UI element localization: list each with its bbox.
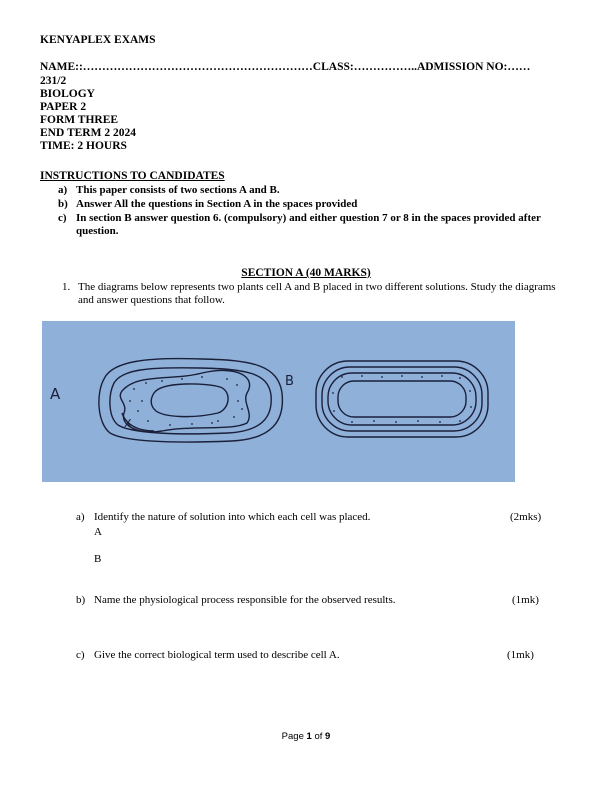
page-footer <box>0 731 612 742</box>
figure-background <box>42 321 515 482</box>
subquestion-label: c) <box>76 649 85 661</box>
subquestion-a-marks: (2mks) <box>510 511 542 523</box>
instruction-text: This paper consists of two sections A and B. <box>76 184 280 196</box>
page-number: 1 <box>306 731 312 742</box>
cell-a-x-label: X <box>124 417 132 430</box>
subquestion-label: a) <box>76 511 85 523</box>
duration: TIME: 2 HOURS <box>40 140 127 152</box>
form-level: FORM THREE <box>40 114 119 126</box>
page-total: 9 <box>325 731 331 742</box>
exam-body: KENYAPLEX EXAMS <box>40 34 156 46</box>
term: END TERM 2 2024 <box>40 127 136 139</box>
answer-label-b: B <box>94 553 102 565</box>
cell-a-label: A <box>50 385 61 403</box>
question-number: 1. <box>62 281 71 293</box>
subquestion-label: b) <box>76 594 86 606</box>
paper-number: PAPER 2 <box>40 101 87 113</box>
instruction-text: Answer All the questions in Section A in the spaces provided <box>76 198 358 210</box>
page-word: Page <box>281 731 304 742</box>
subject: BIOLOGY <box>40 88 95 100</box>
question-1-text: The diagrams below represents two plants cell A and B placed in two different solutions. Study the diagrams and answer questions that follow. <box>78 281 556 306</box>
instruction-item <box>58 184 578 197</box>
plant-cells-figure <box>42 321 515 482</box>
subquestion-c-text: Give the correct biological term used to describe cell A. <box>94 649 340 661</box>
instruction-text: In section B answer question 6. (compulsory) and either question 7 or 8 in the spaces provided after question. <box>76 212 541 237</box>
instructions-title: INSTRUCTIONS TO CANDIDATES <box>40 170 225 182</box>
instruction-item <box>58 198 578 211</box>
answer-label-a: A <box>94 526 102 538</box>
subquestion-c-marks: (1mk) <box>507 649 534 661</box>
subquestion-a-text: Identify the nature of solution into which each cell was placed. <box>94 511 371 523</box>
name-class-admission-line: NAME::……………………………………………………CLASS:……………..ADMISSION NO:…… <box>40 61 531 73</box>
instruction-label: a) <box>58 184 68 196</box>
instruction-item <box>58 212 578 238</box>
instruction-label: b) <box>58 198 68 210</box>
subquestion-b-text: Name the physiological process responsible for the observed results. <box>94 594 396 606</box>
paper-code: 231/2 <box>40 75 67 87</box>
section-a-title: SECTION A (40 MARKS) <box>241 267 371 279</box>
instruction-label: c) <box>58 212 67 224</box>
of-word: of <box>314 731 323 742</box>
subquestion-b-marks: (1mk) <box>512 594 539 606</box>
cell-b-label: B <box>285 374 294 389</box>
